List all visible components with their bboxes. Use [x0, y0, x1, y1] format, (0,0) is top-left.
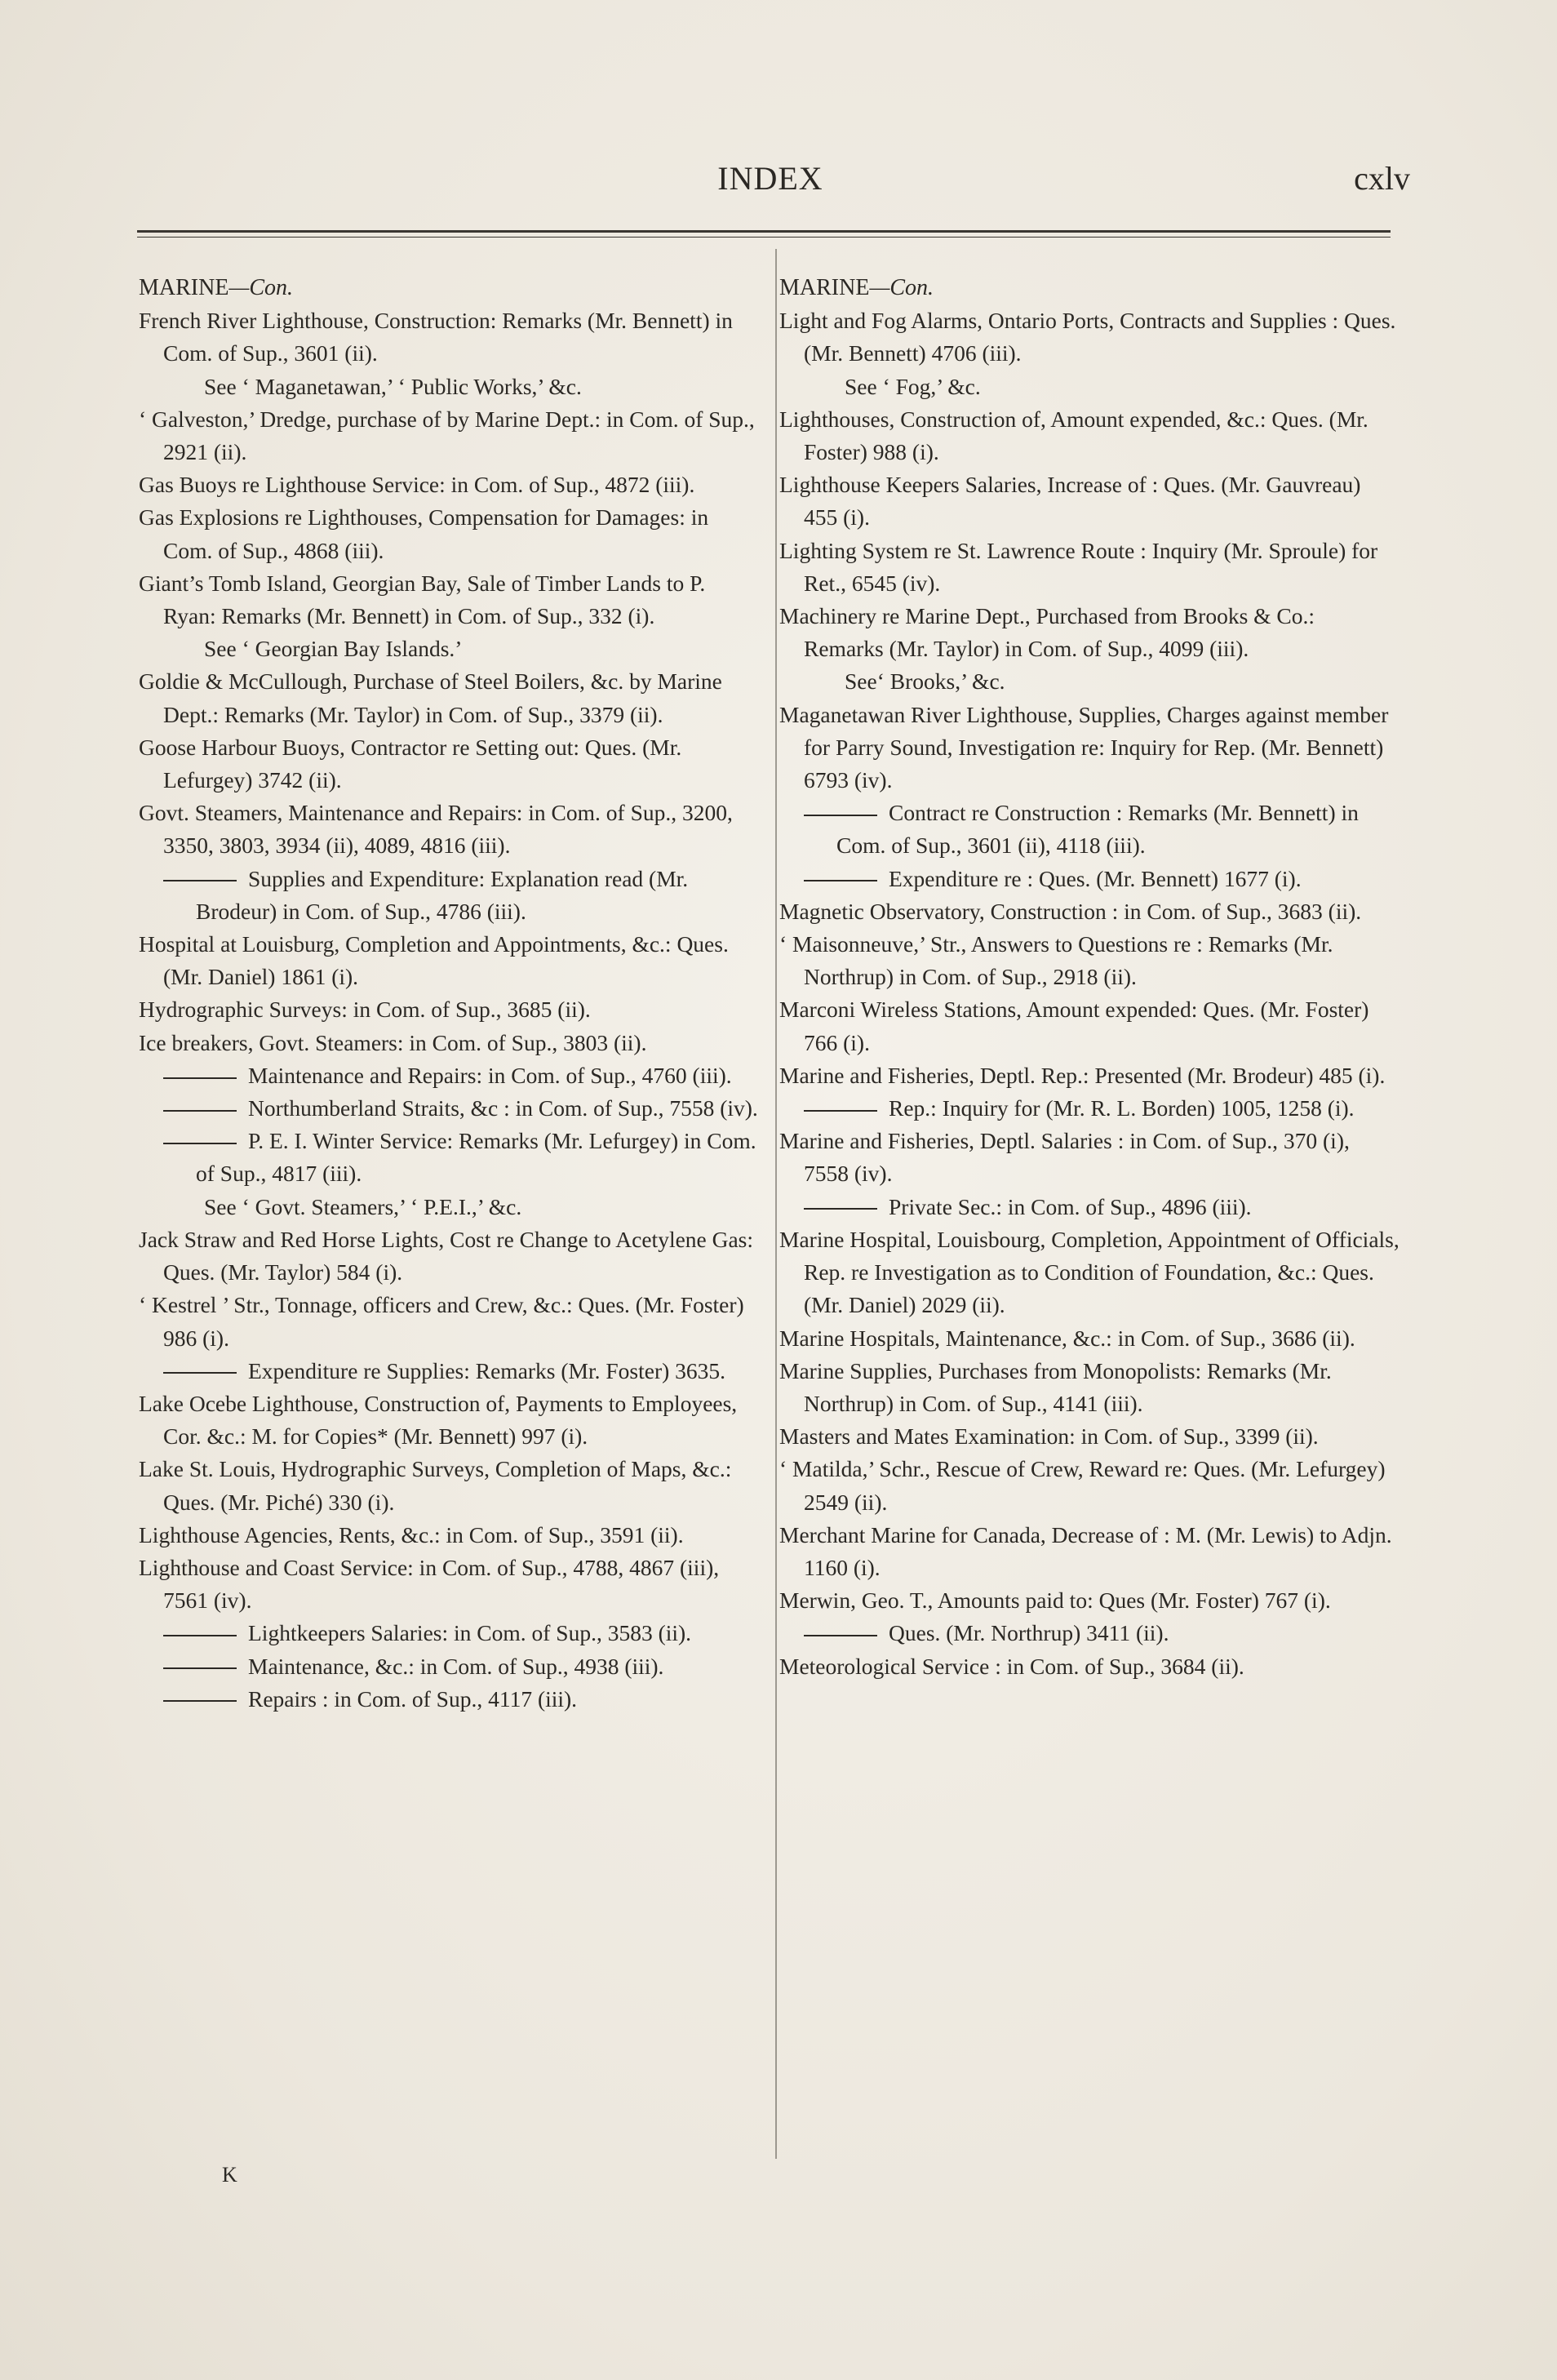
see-also-reference: See ‘ Maganetawan,’ ‘ Public Works,’ &c. — [204, 373, 582, 399]
see-also-reference: See ‘ Govt. Steamers,’ ‘ P.E.I.,’ &c. — [204, 1193, 522, 1219]
header-rule — [137, 230, 1391, 238]
index-entry: Lighthouse and Coast Service: in Com. of Sup., 4788, 4867 (iii), 7561 (iv). — [139, 1554, 720, 1614]
ditto-dash — [163, 880, 237, 881]
ditto-dash — [804, 1110, 877, 1112]
index-subentry: Expenditure re : Ques. (Mr. Bennett) 1677 (i). — [779, 863, 1400, 895]
ditto-dash — [804, 1208, 877, 1210]
index-entry: Masters and Mates Examination: in Com. of Sup., 3399 (ii). — [779, 1423, 1319, 1450]
index-entry: Giant’s Tomb Island, Georgian Bay, Sale of Timber Lands to P. Ryan: Remarks (Mr. Bennett) in Com. of Sup., 332 (i). — [139, 570, 706, 629]
index-entry: Goldie & McCullough, Purchase of Steel Boilers, &c. by Marine Dept.: Remarks (Mr. Taylor) in Com. of Sup., 3379 (ii). — [139, 668, 722, 727]
index-entry: ‘ Maisonneuve,’ Str., Answers to Questions re : Remarks (Mr. Northrup) in Com. of Sup., 2918 (ii). — [779, 931, 1333, 990]
ditto-dash — [163, 1077, 237, 1079]
ditto-dash — [163, 1700, 237, 1702]
left-heading-text: MARINE — [139, 275, 229, 300]
right-column — [779, 272, 1400, 1683]
index-entry: Lighthouse Agencies, Rents, &c.: in Com. of Sup., 3591 (ii). — [139, 1521, 684, 1547]
left-column — [139, 272, 759, 1716]
header-rule-thick — [137, 230, 1391, 233]
index-entry: Goose Harbour Buoys, Contractor re Setting out: Ques. (Mr. Lefurgey) 3742 (ii). — [139, 734, 682, 793]
index-entry: Meteorological Service : in Com. of Sup., 3684 (ii). — [779, 1653, 1244, 1679]
index-entry: Magnetic Observatory, Construction : in Com. of Sup., 3683 (ii). — [779, 898, 1362, 924]
left-heading-con: —Con. — [228, 275, 294, 300]
ditto-dash — [163, 1372, 237, 1374]
index-entry: Gas Explosions re Lighthouses, Compensation for Damages: in Com. of Sup., 4868 (iii). — [139, 504, 709, 563]
index-entry: Marine Supplies, Purchases from Monopolists: Remarks (Mr. Northrup) in Com. of Sup., 4141 (iii). — [779, 1357, 1332, 1416]
index-entry: Merchant Marine for Canada, Decrease of : M. (Mr. Lewis) to Adjn. 1160 (i). — [779, 1521, 1392, 1580]
index-entry: Machinery re Marine Dept., Purchased from Brooks & Co.: Remarks (Mr. Taylor) in Com. of Sup., 4099 (iii). — [779, 603, 1315, 662]
index-subentry: Lightkeepers Salaries: in Com. of Sup., 3583 (ii). — [139, 1617, 759, 1650]
right-heading-con: —Con. — [869, 275, 934, 300]
ditto-dash — [163, 1667, 237, 1669]
index-entry: Hydrographic Surveys: in Com. of Sup., 3685 (ii). — [139, 997, 591, 1023]
header-rule-thin — [137, 237, 1391, 238]
index-subentry: Supplies and Expenditure: Explanation read (Mr. Brodeur) in Com. of Sup., 4786 (iii). — [139, 863, 759, 928]
index-entry: Lake St. Louis, Hydrographic Surveys, Completion of Maps, &c.: Ques. (Mr. Piché) 330 (i). — [139, 1456, 732, 1515]
see-also-reference: See‘ Brooks,’ &c. — [845, 668, 1005, 695]
index-entry: Marconi Wireless Stations, Amount expended: Ques. (Mr. Foster) 766 (i). — [779, 997, 1369, 1055]
index-entry: Maganetawan River Lighthouse, Supplies, Charges against member for Parry Sound, Investigation re: Inquiry for Rep. (Mr. Bennett) 6793 (iv). — [779, 701, 1389, 793]
see-also-reference: See ‘ Fog,’ &c. — [845, 373, 981, 399]
ditto-dash — [804, 880, 877, 881]
index-entry: Ice breakers, Govt. Steamers: in Com. of Sup., 3803 (ii). — [139, 1029, 647, 1055]
index-subentry: Maintenance, &c.: in Com. of Sup., 4938 (iii). — [139, 1650, 759, 1683]
index-entry: Lighthouses, Construction of, Amount expended, &c.: Ques. (Mr. Foster) 988 (i). — [779, 406, 1368, 465]
index-subentry: Northumberland Straits, &c : in Com. of Sup., 7558 (iv). — [139, 1092, 759, 1125]
ditto-dash — [163, 1635, 237, 1636]
right-column-heading — [779, 272, 1400, 304]
index-subentry: Ques. (Mr. Northrup) 3411 (ii). — [779, 1617, 1400, 1650]
page-number: cxlv — [1354, 160, 1410, 197]
ditto-dash — [804, 815, 877, 816]
index-entry: Marine and Fisheries, Deptl. Rep.: Presented (Mr. Brodeur) 485 (i). — [779, 1062, 1386, 1088]
index-entry: Marine Hospital, Louisbourg, Completion, Appointment of Officials, Rep. re Investigation as to Condition of Foundation, &c.: Ques. (Mr. Daniel) 2029 (ii). — [779, 1226, 1400, 1318]
index-subentry: Private Sec.: in Com. of Sup., 4896 (iii). — [779, 1191, 1400, 1223]
index-subentry: Contract re Construction : Remarks (Mr. Bennett) in Com. of Sup., 3601 (ii), 4118 (iii). — [779, 797, 1400, 862]
index-entry: Light and Fog Alarms, Ontario Ports, Contracts and Supplies : Ques. (Mr. Bennett) 4706 (iii). — [779, 308, 1396, 366]
running-head — [131, 159, 1410, 208]
index-entry: ‘ Galveston,’ Dredge, purchase of by Marine Dept.: in Com. of Sup., 2921 (ii). — [139, 406, 755, 465]
left-column-heading — [139, 272, 759, 304]
index-entry: Gas Buoys re Lighthouse Service: in Com. of Sup., 4872 (iii). — [139, 472, 695, 498]
index-entry: Lighthouse Keepers Salaries, Increase of : Ques. (Mr. Gauvreau) 455 (i). — [779, 472, 1361, 531]
index-subentry: Expenditure re Supplies: Remarks (Mr. Foster) 3635. — [139, 1355, 759, 1388]
ditto-dash — [163, 1143, 237, 1144]
index-subentry: Maintenance and Repairs: in Com. of Sup., 4760 (iii). — [139, 1059, 759, 1092]
see-also-reference: See ‘ Georgian Bay Islands.’ — [204, 636, 463, 662]
column-divider — [775, 249, 777, 2159]
page-title: INDEX — [717, 160, 823, 197]
index-entry: Merwin, Geo. T., Amounts paid to: Ques (Mr. Foster) 767 (i). — [779, 1587, 1331, 1614]
index-entry: Marine and Fisheries, Deptl. Salaries : in Com. of Sup., 370 (i), 7558 (iv). — [779, 1128, 1350, 1187]
index-subentry: Repairs : in Com. of Sup., 4117 (iii). — [139, 1683, 759, 1716]
index-subentry: Rep.: Inquiry for (Mr. R. L. Borden) 1005, 1258 (i). — [779, 1092, 1400, 1125]
right-heading-text: MARINE — [779, 275, 870, 300]
index-subentry: P. E. I. Winter Service: Remarks (Mr. Lefurgey) in Com. of Sup., 4817 (iii). — [139, 1125, 759, 1190]
index-entry: ‘ Matilda,’ Schr., Rescue of Crew, Reward re: Ques. (Mr. Lefurgey) 2549 (ii). — [779, 1456, 1386, 1515]
index-entry: Hospital at Louisburg, Completion and Appointments, &c.: Ques. (Mr. Daniel) 1861 (i). — [139, 931, 729, 990]
index-entry: Lighting System re St. Lawrence Route : Inquiry (Mr. Sproule) for Ret., 6545 (iv). — [779, 537, 1378, 596]
index-entry: Govt. Steamers, Maintenance and Repairs: in Com. of Sup., 3200, 3350, 3803, 3934 (ii), 4089, 4816 (iii). — [139, 800, 733, 859]
index-entry: Jack Straw and Red Horse Lights, Cost re Change to Acetylene Gas: Ques. (Mr. Taylor) 584 (i). — [139, 1226, 754, 1285]
index-entry: Lake Ocebe Lighthouse, Construction of, Payments to Employees, Cor. &c.: M. for Copies* (Mr. Bennett) 997 (i). — [139, 1390, 738, 1450]
index-entry: French River Lighthouse, Construction: Remarks (Mr. Bennett) in Com. of Sup., 3601 (ii). — [139, 308, 733, 366]
ditto-dash — [163, 1110, 237, 1112]
signature-mark: K — [222, 2163, 237, 2187]
index-entry: Marine Hospitals, Maintenance, &c.: in Com. of Sup., 3686 (ii). — [779, 1325, 1355, 1351]
index-entry: ‘ Kestrel ’ Str., Tonnage, officers and Crew, &c.: Ques. (Mr. Foster) 986 (i). — [139, 1292, 744, 1351]
ditto-dash — [804, 1635, 877, 1636]
